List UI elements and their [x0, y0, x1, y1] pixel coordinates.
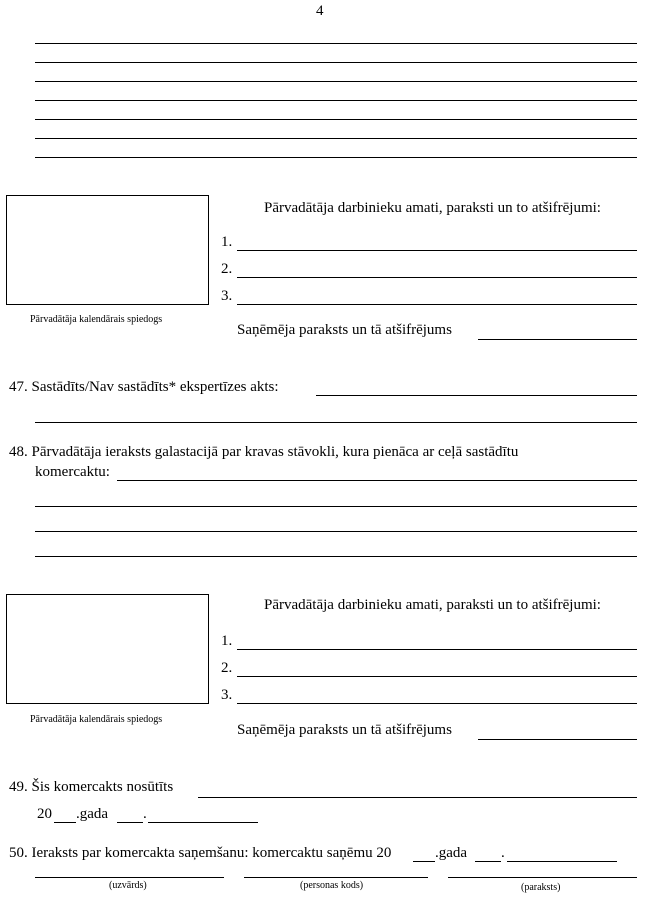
item-50-dot: . — [501, 845, 505, 861]
stamp-box-1[interactable] — [6, 195, 209, 305]
item-48-label-line2: komercaktu: — [35, 464, 110, 480]
item-50-year-suffix: .gada — [435, 845, 468, 861]
item-48-line[interactable] — [35, 531, 637, 532]
receiver-signature-line-2[interactable] — [478, 739, 637, 740]
blank-line[interactable] — [35, 81, 637, 82]
item-48-label-line1: 48. Pārvadātāja ieraksts galastacijā par kravas stāvokli, kura pienāca ar ceļā sastādītu — [9, 444, 519, 460]
signature-number-2: 2. — [221, 660, 233, 676]
caption-personal-code: (personas kods) — [300, 880, 364, 891]
item-50-label: 50. Ieraksts par komercakta saņemšanu: komercaktu saņēmu 20 — [9, 845, 392, 861]
blank-line[interactable] — [35, 100, 637, 101]
signature-line-1[interactable] — [237, 649, 637, 650]
item-49-label: 49. Šis komercakts nosūtīts — [9, 779, 174, 795]
receiver-signature-line-1[interactable] — [478, 339, 637, 340]
signature-line-2[interactable] — [237, 676, 637, 677]
blank-line[interactable] — [35, 138, 637, 139]
item-49-dot: . — [143, 806, 147, 822]
signatures-heading-1: Pārvadātāja darbinieku amati, paraksti un to atšifrējumi: — [264, 200, 601, 216]
item-49-line[interactable] — [198, 797, 637, 798]
item-49-year-blank[interactable] — [54, 822, 76, 823]
blank-line[interactable] — [35, 119, 637, 120]
item-49-day-blank[interactable] — [117, 822, 143, 823]
blank-line[interactable] — [35, 62, 637, 63]
item-50-month-blank[interactable] — [507, 861, 617, 862]
signature-line-3[interactable] — [237, 304, 637, 305]
item-50-year-blank[interactable] — [413, 861, 435, 862]
item-47-line-2[interactable] — [35, 422, 637, 423]
item-50-day-blank[interactable] — [475, 861, 501, 862]
receiver-signature-label-1: Saņēmēja paraksts un tā atšifrējums — [237, 322, 452, 338]
surname-line[interactable] — [35, 877, 224, 878]
signature-line-1[interactable] — [237, 250, 637, 251]
item-49-year-suffix: .gada — [76, 806, 109, 822]
signature-number-3: 3. — [221, 288, 233, 304]
signature-number-1: 1. — [221, 234, 233, 250]
stamp-label-1: Pārvadātāja kalendārais spiedogs — [30, 314, 163, 325]
caption-signature: (paraksts) — [521, 882, 561, 893]
item-47-label: 47. Sastādīts/Nav sastādīts* ekspertīzes akts: — [9, 379, 279, 395]
item-48-line[interactable] — [35, 506, 637, 507]
signature-number-1: 1. — [221, 633, 233, 649]
stamp-box-2[interactable] — [6, 594, 209, 704]
signatures-heading-2: Pārvadātāja darbinieku amati, paraksti un to atšifrējumi: — [264, 597, 601, 613]
item-48-line[interactable] — [117, 480, 637, 481]
item-47-line[interactable] — [316, 395, 637, 396]
page-number: 4 — [316, 3, 324, 19]
signature-line-final[interactable] — [448, 877, 637, 878]
caption-surname: (uzvārds) — [109, 880, 147, 891]
blank-line[interactable] — [35, 157, 637, 158]
signature-number-3: 3. — [221, 687, 233, 703]
signature-line-3[interactable] — [237, 703, 637, 704]
stamp-label-2: Pārvadātāja kalendārais spiedogs — [30, 714, 163, 725]
signature-number-2: 2. — [221, 261, 233, 277]
signature-line-2[interactable] — [237, 277, 637, 278]
item-48-line[interactable] — [35, 556, 637, 557]
receiver-signature-label-2: Saņēmēja paraksts un tā atšifrējums — [237, 722, 452, 738]
item-49-month-blank[interactable] — [148, 822, 258, 823]
blank-line[interactable] — [35, 43, 637, 44]
item-49-year-prefix: 20 — [37, 806, 52, 822]
personal-code-line[interactable] — [244, 877, 428, 878]
